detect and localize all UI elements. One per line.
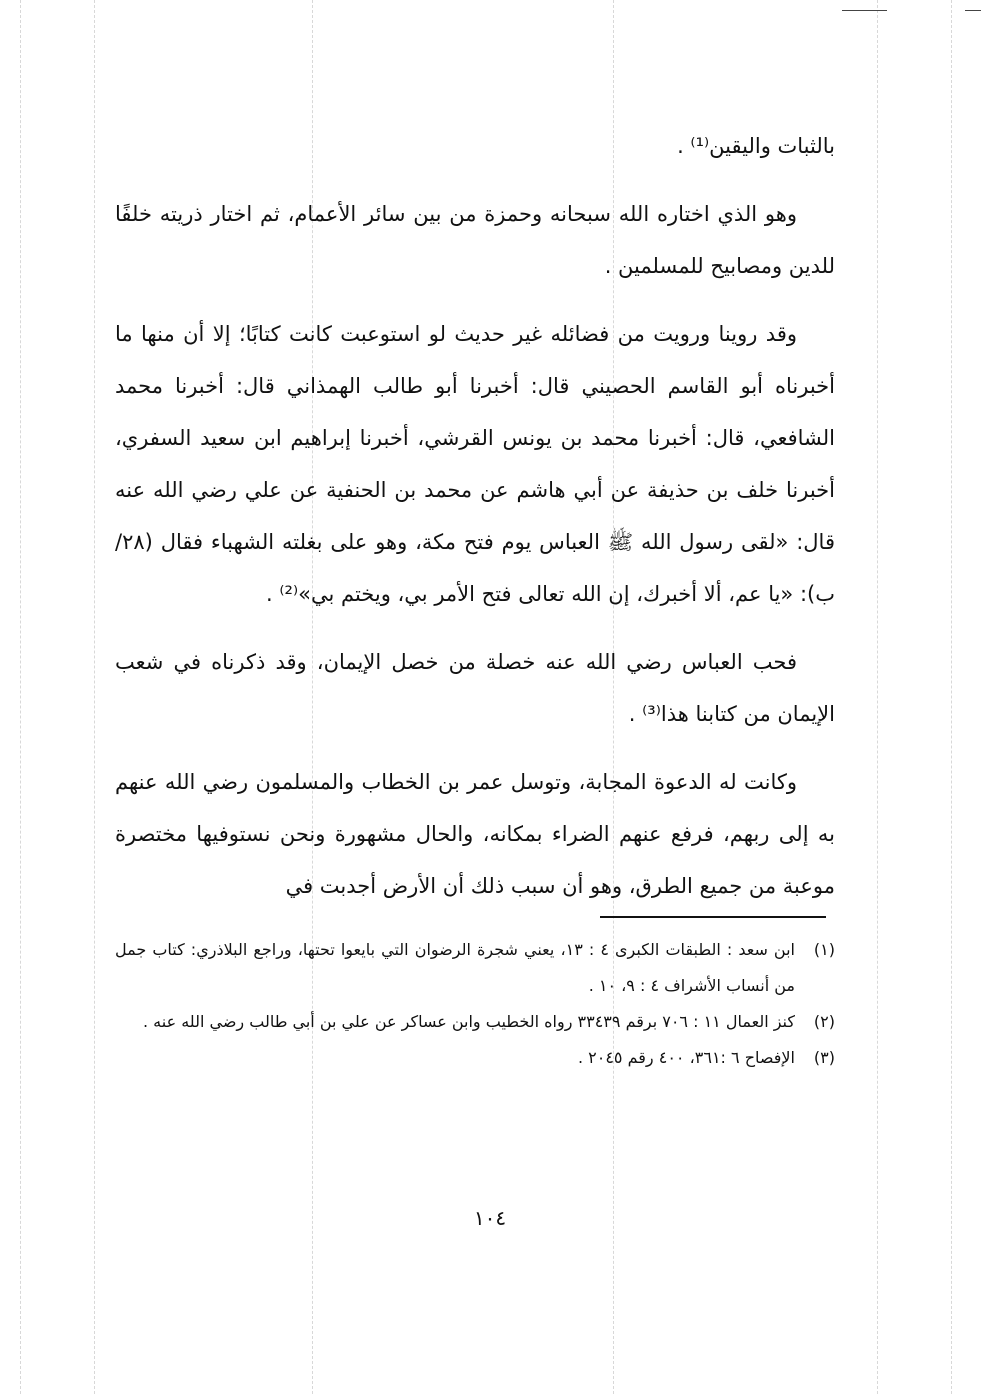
main-text xyxy=(115,120,835,928)
page-number: ١٠٤ xyxy=(473,1206,507,1230)
paragraph: فحب العباس رضي الله عنه خصلة من خصل الإيمان، وقد ذكرناه في شعب الإيمان من كتابنا هذا⁽³⁾ . xyxy=(115,650,835,726)
crop-mark xyxy=(965,10,981,11)
footnote-separator xyxy=(600,916,826,918)
footnote xyxy=(115,1040,835,1076)
footnote xyxy=(115,1004,835,1040)
scan-guide-line xyxy=(94,0,95,1394)
paragraph: بالثبات واليقين⁽¹⁾ . xyxy=(677,134,835,158)
paragraph: وكانت له الدعوة المجابة، وتوسل عمر بن الخطاب والمسلمون رضي الله عنهم به إلى ربهم، فرفع عنهم الضراء بمكانه، والحال مشهورة ونحن نستوفيها مختصرة موعبة من جميع الطرق، وهو أن سبب ذلك أن الأرض أجدبت في xyxy=(115,770,835,898)
footnote-text: كنز العمال ١١ : ٧٠٦ برقم ٣٣٤٣٩ رواه الخطيب وابن عساكر عن علي بن أبي طالب رضي الله عنه . xyxy=(143,1012,795,1031)
footnote-number: (٣) xyxy=(813,1048,835,1067)
footnote xyxy=(115,932,835,1004)
scan-guide-line xyxy=(951,0,952,1394)
scan-guide-line xyxy=(20,0,21,1394)
scan-guide-line xyxy=(877,0,878,1394)
footnotes xyxy=(115,932,835,1076)
paragraph: وقد روينا ورويت من فضائله غير حديث لو استوعبت كانت كتابًا؛ إلا أن منها ما أخبرناه أبو القاسم الحصيني قال: أخبرنا أبو طالب الهمذاني قال: أخبرنا محمد الشافعي، قال: أخبرنا محمد بن يونس القرشي، أخبرنا إبراهيم ابن سعيد السفري، أخبرنا خلف بن حذيفة عن أبي هاشم عن محمد بن الحنفية عن علي رضي الله عنه قال: «لقى رسول الله ﷺ العباس يوم فتح مكة، وهو على بغلته الشهباء فقال (٢٨/ب): «يا عم، ألا أخبرك، إن الله تعالى فتح الأمر بي، ويختم بي»⁽²⁾ . xyxy=(115,322,835,606)
footnote-number: (١) xyxy=(813,940,836,959)
paragraph: وهو الذي اختاره الله سبحانه وحمزة من بين سائر الأعمام، ثم اختار ذريته خلفًا للدين ومصابيح للمسلمين . xyxy=(115,202,835,278)
footnote-text: الإفصاح ٦ :٣٦١، ٤٠٠ رقم ٢٠٤٥ . xyxy=(577,1048,795,1067)
crop-mark xyxy=(842,10,887,11)
footnote-number: (٢) xyxy=(813,1012,835,1031)
footnote-text: ابن سعد : الطبقات الكبرى ٤ : ١٣، يعني شجرة الرضوان التي بايعوا تحتها، وراجع البلاذري: كتاب جمل من أنساب الأشراف ٤ : ٩، ١٠ . xyxy=(115,940,796,995)
